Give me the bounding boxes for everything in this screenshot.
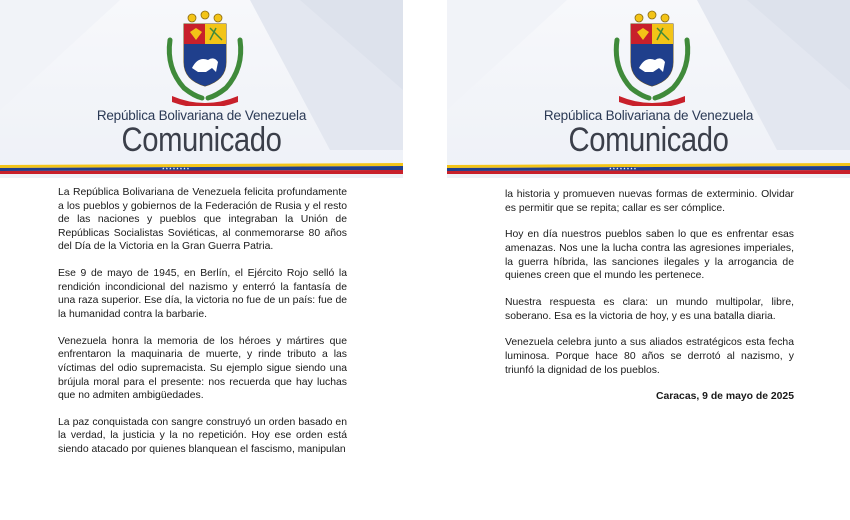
svg-text:★ ★ ★ ★ ★ ★ ★ ★: ★ ★ ★ ★ ★ ★ ★ ★ bbox=[162, 166, 190, 171]
communique-body-right bbox=[505, 188, 794, 417]
header-title: Comunicado bbox=[568, 121, 729, 159]
flag-stripe bbox=[0, 163, 403, 175]
paragraph: Venezuela celebra junto a sus aliados estratégicos esta fecha luminosa. Porque hace 80 años se derrotó al nazismo, y triunfó la dignidad de los pueblos. bbox=[505, 337, 794, 376]
flag-stripe bbox=[447, 163, 850, 175]
paragraph: Hoy en día nuestros pueblos saben lo que es enfrentar esas amenazas. Nos une la lucha contra las agresiones imperiales, la guerra híbrida, las sanciones ilegales y la arrogancia de quienes creen que el mundo les pertenece. bbox=[505, 229, 794, 282]
header-title: Comunicado bbox=[121, 121, 282, 159]
paragraph: La paz conquistada con sangre construyó un orden basado en la verdad, la justicia y la no repetición. Hoy ese orden está siendo atacado por quienes blanquean el fascismo, manipulan bbox=[58, 416, 347, 456]
communique-header bbox=[0, 0, 403, 178]
coat-of-arms-icon bbox=[609, 10, 695, 106]
paragraph: la historia y promueven nuevas formas de exterminio. Olvidar es permitir que se repita; callar es ser cómplice. bbox=[505, 189, 794, 214]
paragraph: La República Bolivariana de Venezuela felicita profundamente a los pueblos y gobiernos de la Federación de Rusia y el resto de las naciones y pueblos que integraban la Unión de Repúblicas Socialistas Soviéticas, al conmemorarse 80 años del Día de la Victoria en la Gran Guerra Patria. bbox=[58, 187, 347, 253]
communique-body-left bbox=[58, 186, 347, 470]
header-subtitle: República Bolivariana de Venezuela bbox=[543, 108, 754, 123]
paragraph: Ese 9 de mayo de 1945, en Berlín, el Ejército Rojo selló la rendición incondicional del nazismo y enterró la fantasía de una raza superior. Ese día, la victoria no fue de un país: fue de la humanidad contra la barbarie. bbox=[58, 268, 347, 320]
paragraph: Nuestra respuesta es clara: un mundo multipolar, libre, soberano. Esa es la victoria de hoy, y es una batalla diaria. bbox=[505, 296, 794, 322]
page-gap bbox=[403, 0, 447, 520]
svg-text:★ ★ ★ ★ ★ ★ ★ ★: ★ ★ ★ ★ ★ ★ ★ ★ bbox=[609, 166, 637, 171]
communique-page-left bbox=[0, 0, 403, 520]
coat-of-arms-icon bbox=[162, 10, 248, 106]
communique-header bbox=[447, 0, 850, 178]
communique-page-right bbox=[447, 0, 850, 520]
header-subtitle: República Bolivariana de Venezuela bbox=[96, 108, 307, 123]
signature-date: Caracas, 9 de mayo de 2025 bbox=[655, 391, 794, 403]
paragraph: Venezuela honra la memoria de los héroes y mártires que enfrentaron la maquinaria de muerte, y rinde tributo a las víctimas del odio supremacista. Su ejemplo sigue siendo una brújula moral para el presente: nos recuerda que hay luchas que no admiten ambigüedades. bbox=[58, 335, 347, 402]
